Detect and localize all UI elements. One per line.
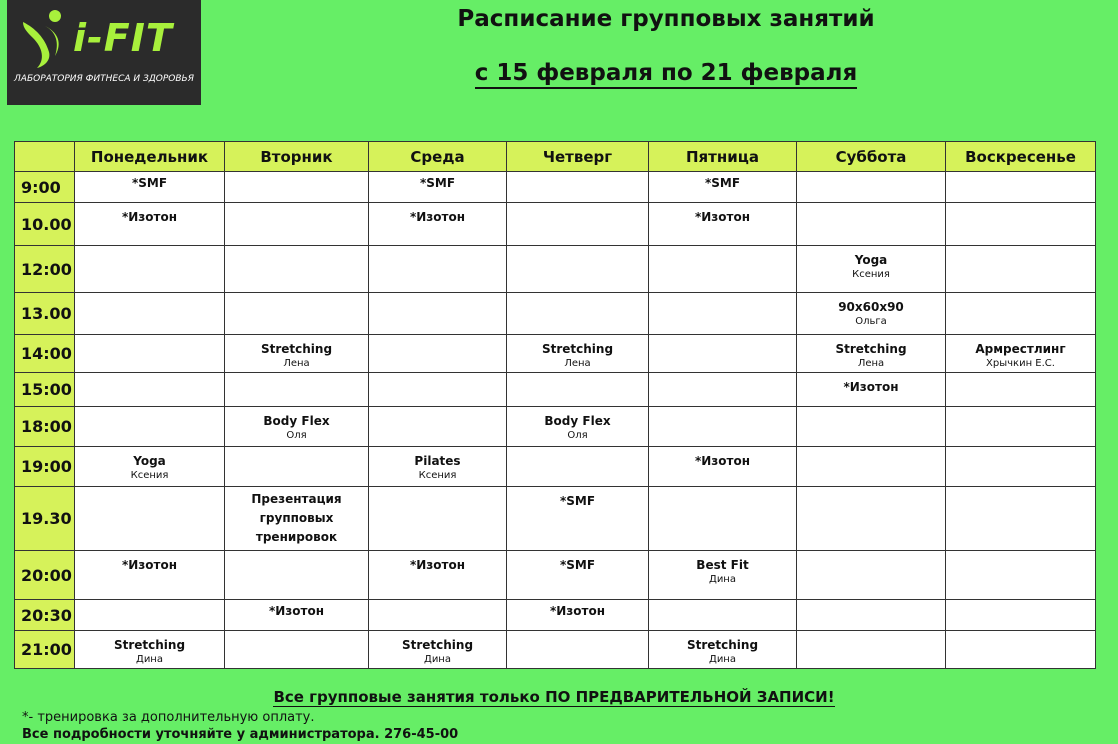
trainer-name: Дина: [136, 654, 163, 665]
schedule-cell: [797, 600, 946, 631]
trainer-name: Оля: [567, 430, 588, 441]
schedule-cell: [507, 293, 649, 335]
schedule-cell: [369, 631, 507, 669]
schedule-cell: [369, 172, 507, 203]
contact-note: Все подробности уточняйте у администратора. 276-45-00: [22, 727, 459, 742]
class-name: 90х60х90: [838, 300, 904, 314]
schedule-cell: [946, 551, 1096, 600]
schedule-cell: [797, 407, 946, 447]
schedule-cell: [797, 373, 946, 407]
schedule-cell: [225, 551, 369, 600]
class-name: *Изотон: [549, 604, 606, 618]
trainer-name: Лена: [283, 358, 310, 369]
schedule-cell: [75, 373, 225, 407]
class-name: Pilates: [414, 454, 461, 468]
class-name: Презентация групповых тренировок: [251, 492, 342, 544]
class-name: Yoga: [133, 454, 166, 468]
schedule-cell: [797, 487, 946, 551]
schedule-cell: [225, 487, 369, 551]
schedule-cell: [946, 203, 1096, 246]
schedule-cell: [946, 373, 1096, 407]
schedule-cell: [649, 447, 797, 487]
day-header: Суббота: [797, 142, 946, 172]
page-subtitle: с 15 февраля по 21 февраля: [296, 60, 1036, 86]
schedule-cell: [507, 407, 649, 447]
schedule-cell: [369, 246, 507, 293]
schedule-cell: [75, 447, 225, 487]
trainer-name: Лена: [857, 358, 885, 369]
class-name: *Изотон: [694, 210, 751, 224]
class-name: *Изотон: [121, 558, 178, 572]
class-name: *SMF: [419, 176, 456, 190]
schedule-cell: [369, 407, 507, 447]
schedule-cell: [649, 600, 797, 631]
schedule-cell: [649, 203, 797, 246]
schedule-cell: [946, 447, 1096, 487]
schedule-cell: [369, 293, 507, 335]
schedule-cell: [369, 447, 507, 487]
time-cell: 19:00: [15, 447, 75, 487]
class-name: Stretching: [113, 638, 186, 652]
day-header: Среда: [369, 142, 507, 172]
trainer-name: Хрычкин Е.С.: [986, 358, 1055, 369]
schedule-cell: [75, 203, 225, 246]
schedule-cell: [946, 631, 1096, 669]
schedule-cell: [75, 487, 225, 551]
schedule-cell: [75, 293, 225, 335]
schedule-cell: [225, 373, 369, 407]
schedule-cell: [507, 246, 649, 293]
class-name: Body Flex: [544, 414, 611, 428]
class-name: *Изотон: [694, 454, 751, 468]
class-name: Stretching: [401, 638, 474, 652]
athlete-figure-icon: [15, 8, 75, 70]
schedule-cell: [946, 293, 1096, 335]
schedule-cell: [649, 631, 797, 669]
schedule-cell: [507, 373, 649, 407]
schedule-cell: [507, 203, 649, 246]
schedule-cell: [369, 203, 507, 246]
booking-notice: Все групповые занятия только ПО ПРЕДВАРИТЕЛЬНОЙ ЗАПИСИ!: [273, 688, 835, 706]
schedule-cell: [369, 335, 507, 373]
class-name: *SMF: [131, 176, 168, 190]
schedule-cell: [649, 551, 797, 600]
trainer-name: Ксения: [852, 269, 890, 280]
schedule-cell: [225, 447, 369, 487]
time-cell: 19.30: [15, 487, 75, 551]
schedule-cell: [75, 407, 225, 447]
time-cell: 13.00: [15, 293, 75, 335]
schedule-row: [15, 487, 1096, 551]
schedule-row: [15, 551, 1096, 600]
schedule-cell: [946, 335, 1096, 373]
time-cell: 20:30: [15, 600, 75, 631]
schedule-cell: [946, 172, 1096, 203]
class-name: *Изотон: [409, 558, 466, 572]
schedule-cell: [225, 172, 369, 203]
schedule-cell: [946, 600, 1096, 631]
logo-name: i-FIT: [73, 16, 173, 60]
schedule-cell: [75, 631, 225, 669]
day-header: Понедельник: [75, 142, 225, 172]
schedule-cell: [225, 335, 369, 373]
schedule-row: [15, 631, 1096, 669]
schedule-cell: [797, 551, 946, 600]
class-name: *SMF: [704, 176, 741, 190]
schedule-row: [15, 203, 1096, 246]
schedule-cell: [797, 203, 946, 246]
class-name: *Изотон: [121, 210, 178, 224]
class-name: *Изотон: [409, 210, 466, 224]
schedule-row: [15, 246, 1096, 293]
schedule-cell: [507, 447, 649, 487]
class-name: Body Flex: [263, 414, 330, 428]
time-cell: 12:00: [15, 246, 75, 293]
schedule-row: [15, 447, 1096, 487]
schedule-table: [14, 141, 1096, 669]
day-header: Пятница: [649, 142, 797, 172]
schedule-cell: [507, 551, 649, 600]
schedule-cell: [649, 293, 797, 335]
schedule-cell: [649, 335, 797, 373]
schedule-row: [15, 407, 1096, 447]
schedule-cell: [507, 172, 649, 203]
class-name: Yoga: [854, 253, 888, 267]
time-cell: 18:00: [15, 407, 75, 447]
logo-tagline: ЛАБОРАТОРИЯ ФИТНЕСА И ЗДОРОВЬЯ: [14, 74, 194, 84]
schedule-cell: [369, 551, 507, 600]
schedule-row: [15, 373, 1096, 407]
schedule-cell: [507, 487, 649, 551]
schedule-cell: [225, 600, 369, 631]
time-cell: 15:00: [15, 373, 75, 407]
time-header: [15, 142, 75, 172]
schedule-cell: [797, 447, 946, 487]
header-row: [15, 142, 1096, 172]
schedule-cell: [507, 631, 649, 669]
schedule-cell: [225, 407, 369, 447]
schedule-cell: [75, 551, 225, 600]
schedule-cell: [649, 172, 797, 203]
schedule-cell: [369, 487, 507, 551]
trainer-name: Оля: [286, 430, 307, 441]
class-name: Stretching: [835, 342, 907, 356]
trainer-name: Ксения: [418, 470, 457, 481]
time-cell: 14:00: [15, 335, 75, 373]
logo: [7, 0, 201, 105]
schedule-cell: [225, 203, 369, 246]
class-name: Армрестлинг: [975, 342, 1066, 356]
schedule-cell: [797, 335, 946, 373]
schedule-cell: [75, 246, 225, 293]
schedule-cell: [507, 600, 649, 631]
schedule-cell: [75, 600, 225, 631]
class-name: Stretching: [686, 638, 759, 652]
asterisk-note: *- тренировка за дополнительную оплату.: [22, 710, 315, 725]
trainer-name: Дина: [709, 654, 736, 665]
schedule-cell: [946, 487, 1096, 551]
schedule-row: [15, 172, 1096, 203]
schedule-cell: [369, 373, 507, 407]
schedule-cell: [225, 631, 369, 669]
schedule-cell: [649, 373, 797, 407]
schedule-cell: [225, 293, 369, 335]
trainer-name: Дина: [709, 574, 736, 585]
page-title: Расписание групповых занятий: [457, 6, 875, 32]
schedule-cell: [649, 487, 797, 551]
time-cell: 10.00: [15, 203, 75, 246]
schedule-cell: [797, 631, 946, 669]
day-header: Воскресенье: [946, 142, 1096, 172]
time-cell: 20:00: [15, 551, 75, 600]
day-header: Вторник: [225, 142, 369, 172]
trainer-name: Дина: [424, 654, 451, 665]
schedule-cell: [946, 246, 1096, 293]
trainer-name: Лена: [564, 358, 591, 369]
time-cell: 21:00: [15, 631, 75, 669]
schedule-cell: [649, 407, 797, 447]
class-name: Stretching: [541, 342, 614, 356]
schedule-row: [15, 600, 1096, 631]
schedule-cell: [225, 246, 369, 293]
schedule-cell: [797, 172, 946, 203]
day-header: Четверг: [507, 142, 649, 172]
class-name: *SMF: [559, 494, 596, 508]
schedule-cell: [797, 246, 946, 293]
schedule-cell: [797, 293, 946, 335]
class-name: *Изотон: [843, 380, 899, 394]
schedule-cell: [649, 246, 797, 293]
schedule-row: [15, 293, 1096, 335]
schedule-cell: [946, 407, 1096, 447]
trainer-name: Ольга: [855, 316, 887, 327]
class-name: *Изотон: [268, 604, 325, 618]
time-cell: 9:00: [15, 172, 75, 203]
schedule-row: [15, 335, 1096, 373]
trainer-name: Ксения: [130, 470, 169, 481]
class-name: Stretching: [260, 342, 333, 356]
schedule-cell: [507, 335, 649, 373]
class-name: Best Fit: [696, 558, 749, 572]
schedule-cell: [369, 600, 507, 631]
schedule-cell: [75, 335, 225, 373]
class-name: *SMF: [559, 558, 596, 572]
schedule-cell: [75, 172, 225, 203]
